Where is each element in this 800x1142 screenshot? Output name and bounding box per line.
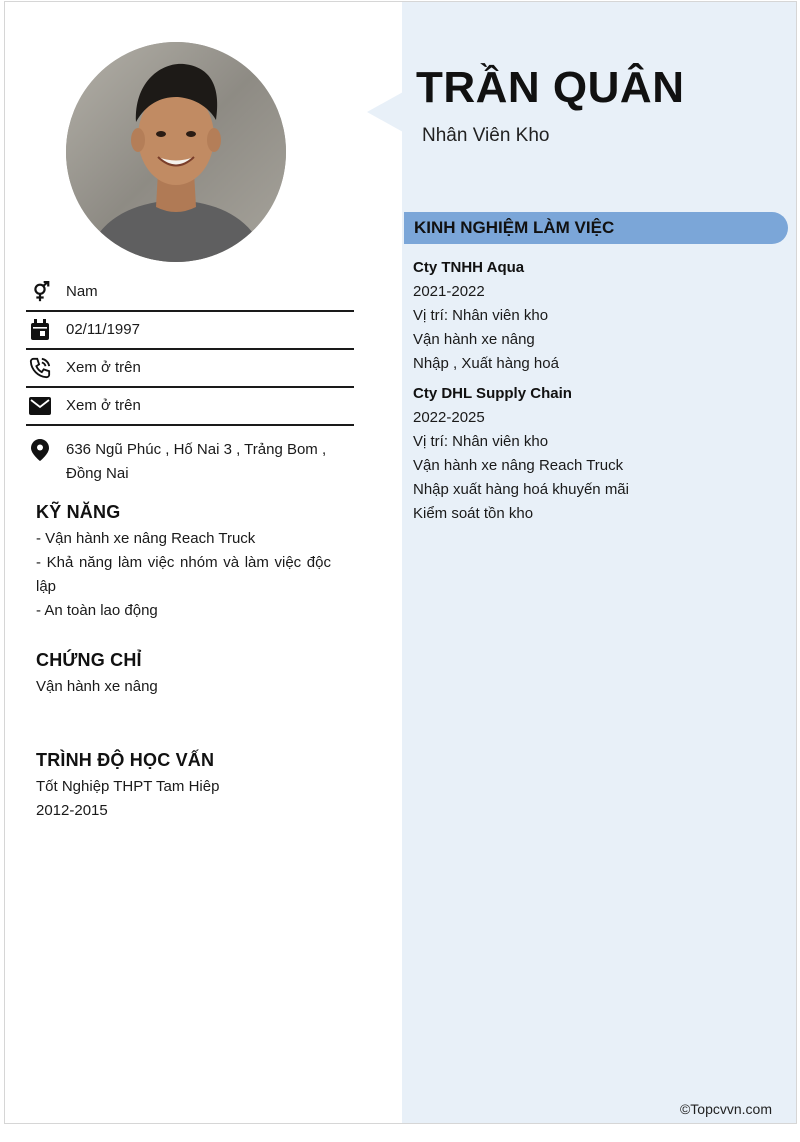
gender-icon — [28, 280, 52, 304]
right-panel — [402, 2, 797, 1124]
candidate-role: Nhân Viên Kho — [422, 125, 550, 146]
certificate-item: Vận hành xe nâng — [36, 678, 158, 695]
certificates-section — [36, 650, 336, 699]
location-icon — [28, 438, 52, 462]
address-value: 636 Ngũ Phúc , Hố Nai 3 , Trảng Bom , Đồng Nai — [66, 441, 327, 482]
job-detail: Nhập , Xuất hàng hoá — [413, 355, 559, 372]
contact-email — [26, 388, 354, 426]
job-period: 2022-2025 — [413, 409, 485, 426]
email-value: Xem ở trên — [66, 397, 141, 414]
job-detail: Kiểm soát tồn kho — [413, 505, 534, 522]
avatar — [66, 42, 286, 262]
education-section — [36, 750, 336, 823]
birthday-value: 02/11/1997 — [66, 321, 140, 338]
education-years: 2012-2015 — [36, 802, 108, 819]
skill-item: - Vận hành xe nâng Reach Truck — [36, 530, 256, 547]
gender-value: Nam — [66, 283, 98, 300]
job-detail: Nhập xuất hàng hoá khuyến mãi — [413, 481, 629, 498]
job-entry — [413, 382, 783, 526]
phone-icon — [28, 356, 52, 380]
skill-item: - An toàn lao động — [36, 602, 158, 619]
job-company: Cty TNHH Aqua — [413, 259, 525, 276]
email-icon — [28, 394, 52, 418]
contact-gender — [26, 274, 354, 312]
experience-list — [413, 256, 783, 532]
skills-title: KỸ NĂNG — [36, 502, 121, 522]
cv-page — [4, 1, 797, 1124]
education-school: Tốt Nghiệp THPT Tam Hiêp — [36, 778, 220, 795]
skills-section — [36, 502, 331, 623]
contact-list — [26, 274, 354, 486]
avatar-photo — [66, 42, 286, 262]
contact-birthday — [26, 312, 354, 350]
candidate-name: TRẦN QUÂN — [416, 63, 685, 112]
job-period: 2021-2022 — [413, 283, 485, 300]
calendar-icon — [28, 318, 52, 342]
job-entry — [413, 256, 783, 376]
education-title: TRÌNH ĐỘ HỌC VẤN — [36, 750, 215, 770]
job-detail: Vị trí: Nhân viên kho — [413, 433, 549, 450]
phone-value: Xem ở trên — [66, 359, 141, 376]
job-detail: Vận hành xe nâng Reach Truck — [413, 457, 624, 474]
contact-address — [26, 426, 354, 486]
experience-title-bar — [404, 212, 788, 244]
footer-credit: ©Topcvvn.com — [679, 1101, 772, 1117]
header-pointer — [367, 92, 403, 132]
certificates-title: CHỨNG CHỈ — [36, 650, 142, 670]
job-detail: Vận hành xe nâng — [413, 331, 535, 348]
skill-item: - Khả năng làm việc nhóm và làm việc độc lập — [36, 554, 331, 595]
job-company: Cty DHL Supply Chain — [413, 385, 572, 402]
contact-phone — [26, 350, 354, 388]
job-detail: Vị trí: Nhân viên kho — [413, 307, 549, 324]
experience-title: KINH NGHIỆM LÀM VIỆC — [414, 218, 615, 237]
